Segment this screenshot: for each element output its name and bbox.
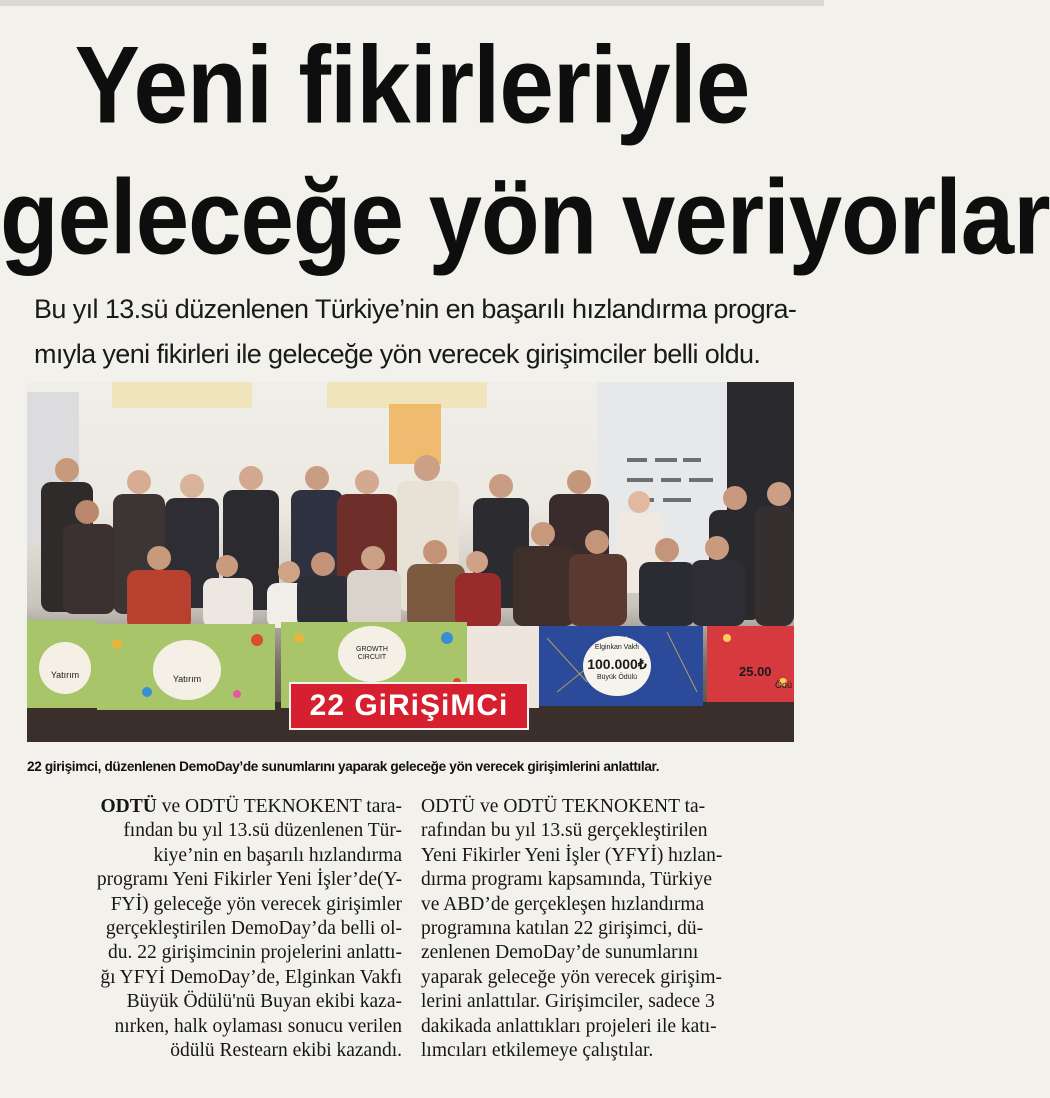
article-line: dırma programı kapsamında, Türkiye (421, 869, 712, 891)
card-right-sub: Ödü (775, 680, 793, 690)
article-column-right (421, 795, 793, 1063)
photo-caption: 22 girişimci, düzenlenen DemoDay’de sunumlarını yaparak geleceğe yön verecek girişimlerini anlattılar. (27, 759, 660, 774)
article-line: du. 22 girişimcinin projelerini anlattı- (107, 942, 402, 964)
girisimci-badge: 22 GiRiŞiMCi (289, 682, 529, 730)
card-vakif-amount: 100.000₺ (587, 656, 647, 672)
article-line: ve ABD’de gerçekleşen hızlandırma (421, 893, 705, 915)
article-line: nırken, halk oylaması sonucu verilen (114, 1015, 402, 1037)
article-line: ODTÜ ve ODTÜ TEKNOKENT tara- (100, 796, 402, 817)
card-vakif-sub: Büyük Ödülü (596, 674, 638, 681)
card-label-mid: Yatırım (172, 674, 202, 684)
article-line: zenlenen DemoDay’de sunumlarını (421, 942, 699, 964)
article-line: kiye’nin en başarılı hızlandırma (153, 844, 402, 866)
article-line: Büyük Ödülü'nü Buyan ekibi kaza- (126, 991, 402, 1013)
article-column-left (30, 795, 402, 1063)
article-line: lerini anlattılar. Girişimciler, sadece 3 (421, 991, 715, 1013)
group-photo (27, 382, 794, 742)
card-right-amount: 25.00 (739, 664, 772, 679)
article-line: yaparak geleceğe yön verecek girişim- (421, 966, 723, 988)
card-label-left: Yatırım (50, 670, 80, 680)
headline-line-1: Yeni fikirleriyle (74, 22, 750, 147)
article-line: fından bu yıl 13.sü düzenlenen Tür- (123, 820, 402, 842)
top-rule (0, 0, 824, 6)
article-line: programına katılan 22 girişimci, dü- (421, 918, 704, 940)
article-line: FYİ) geleceğe yön verecek girişimler (110, 893, 402, 915)
article-line: ödülü Restearn ekibi kazandı. (170, 1040, 402, 1062)
card-growth-line1: GROWTH (356, 646, 388, 653)
card-growth-line2: CIRCUIT (357, 654, 387, 661)
headline-line-2: geleceğe yön veriyorlar (0, 158, 1050, 277)
article-lead: ODTÜ (100, 796, 157, 817)
article-line: lımcıları etkilemeye çalıştılar. (421, 1040, 654, 1062)
article-line: programı Yeni Fikirler Yeni İşler’de(Y- (96, 869, 402, 891)
article-line: ğı YFYİ DemoDay’de, Elginkan Vakfı (100, 966, 402, 988)
article-line: rafından bu yıl 13.sü gerçekleştirilen (421, 820, 708, 842)
article-line: dakikada anlattıkları projeleri ile katı- (421, 1015, 717, 1037)
card-vakif-label: Elginkan Vakfı (594, 644, 640, 651)
subhead-line-1: Bu yıl 13.sü düzenlenen Türkiye’nin en başarılı hızlandırma progra- (34, 294, 797, 324)
article-line: Yeni Fikirler Yeni İşler (YFYİ) hızlan- (421, 844, 723, 866)
article-line: gerçekleştirilen DemoDay’da belli ol- (105, 918, 402, 940)
article-line: ODTÜ ve ODTÜ TEKNOKENT ta- (421, 796, 706, 817)
subhead-line-2: mıyla yeni fikirleri ile geleceğe yön verecek girişimciler belli oldu. (34, 339, 761, 369)
